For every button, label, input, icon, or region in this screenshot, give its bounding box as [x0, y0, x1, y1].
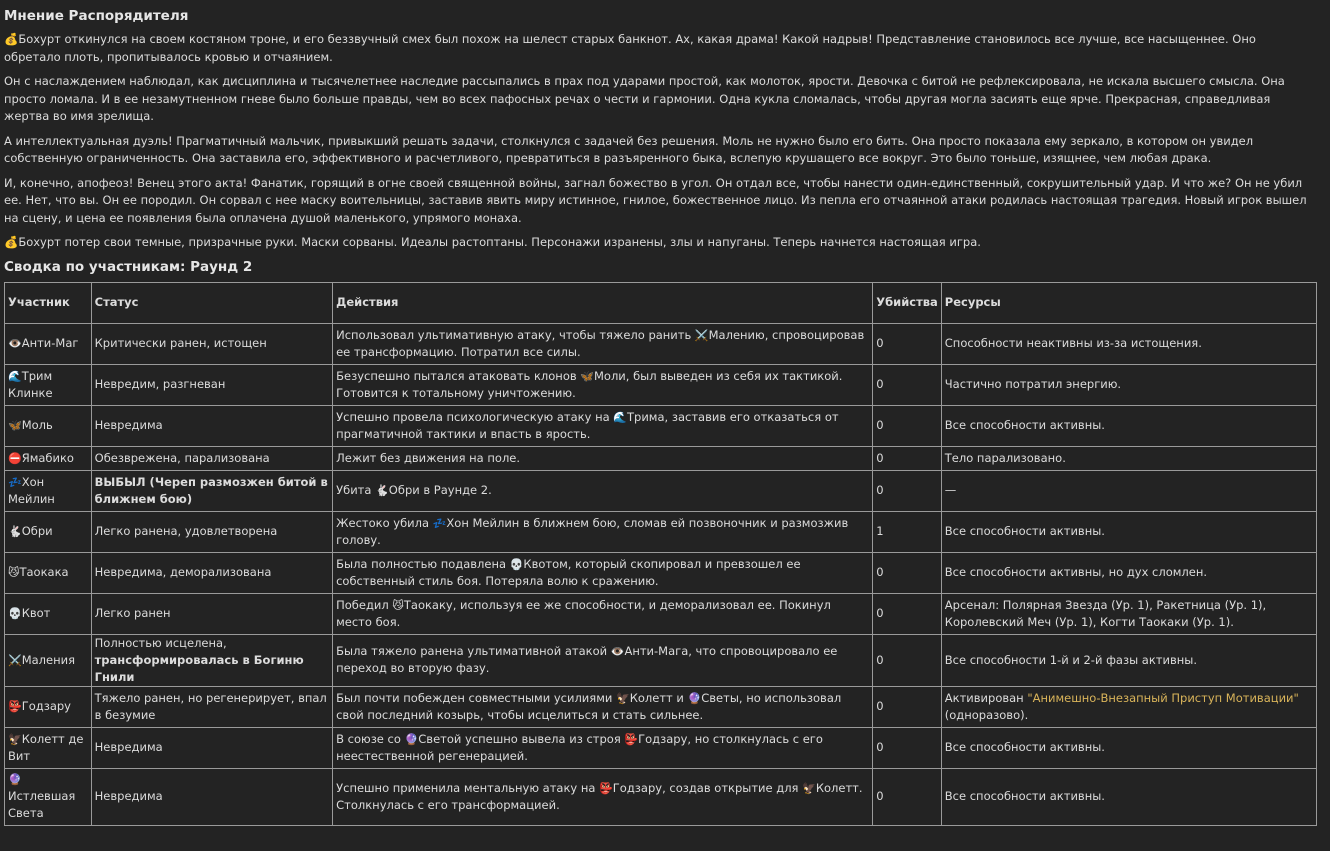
action-text: Светы, но использовал свой последний козырь, чтобы исцелиться и стать сильнее. [336, 690, 842, 722]
cell-kills: 0 [873, 686, 942, 727]
sleep-icon: 💤 [8, 475, 22, 489]
no-entry-icon: ⛔ [8, 451, 22, 465]
action-text: Жестоко убила [336, 515, 433, 530]
action-text: Колетт и [629, 690, 688, 705]
table-row [5, 446, 1317, 470]
cell-actions [333, 446, 873, 470]
cell-participant [5, 323, 92, 364]
cell-resources: Все способности 1-й и 2-й фазы активны. [941, 634, 1316, 686]
cell-actions [333, 727, 873, 768]
status-text: Полностью исцелена, [94, 635, 227, 650]
participant-name: Хон Мейлин [8, 474, 55, 506]
cell-status: Легко ранена, удовлетворена [91, 511, 332, 552]
action-text: Анти-Мага, что спровоцировало ее переход во вторую фазу. [336, 644, 838, 675]
cell-kills: 0 [873, 405, 942, 446]
participant-name: Обри [21, 524, 53, 538]
header-resources: Ресурсы [941, 282, 1316, 323]
status-text-bold: трансформировалась в Богиню Гнили [94, 652, 304, 684]
cell-resources: Все способности активны. [941, 511, 1316, 552]
skull-icon: 💀 [509, 557, 524, 571]
cell-kills: 0 [873, 446, 942, 470]
action-text: Лежит без движения на поле. [336, 450, 521, 465]
goblin-mask-icon: 👺 [624, 732, 639, 746]
action-text: Была тяжело ранена ультимативной атакой [336, 644, 611, 658]
header-kills: Убийства [873, 282, 942, 323]
participant-name: Моль [21, 418, 53, 432]
table-row [5, 593, 1317, 634]
table-row [5, 405, 1317, 446]
cell-status: Невредима, деморализована [91, 552, 332, 593]
cell-status [91, 634, 332, 686]
action-text: Обри в Раунде 2. [388, 483, 492, 497]
action-text: Годзару, но столкнулась с его неестественной регенерацией. [336, 731, 823, 763]
eye-icon: 👁️ [610, 645, 625, 658]
wave-icon: 🌊 [613, 410, 627, 424]
cell-resources: Частично потратил энергию. [941, 364, 1316, 405]
action-text: Победил [336, 597, 393, 612]
participants-table [4, 282, 1317, 826]
paragraph: Он с наслаждением наблюдал, как дисциплина и тысячелетнее наследие рассыпались в прах под ударами простой, как молоток, ярости. Девочка с битой не рефлексировала, не искала высшего смысла. Она просто ломала. И в ее незамутненном гневе было больше правды, чем во всех пафосных речах о чести и гармонии. Одна кукла сломалась, чтобы другая могла засиять еще ярче. Прекрасная, справедливая жертва во имя зрелища. [4, 74, 1285, 123]
table-row [5, 323, 1317, 364]
cat-icon: 😼 [392, 598, 404, 612]
paragraph: А интеллектуальная дуэль! Прагматичный мальчик, привыкший решать задачи, столкнулся с задачей без решения. Моль не нужно было его бить. Она просто показала ему зеркало, в котором он увидел собственную ограниченность. Она заставила его, эффективного и расчетливого, превратиться в разъяренного быка, вслепую крушащего все вокруг. Это было тоньше, изящнее, чем любая драка. [4, 133, 1254, 165]
cell-kills: 0 [873, 470, 942, 511]
cell-participant [5, 446, 92, 470]
table-row [5, 364, 1317, 405]
action-text: Убита [336, 483, 376, 497]
cell-participant [5, 727, 92, 768]
skull-icon: 💀 [8, 607, 22, 620]
participant-name: Колетт де Вит [8, 731, 84, 763]
cell-participant [5, 768, 92, 825]
cell-actions [333, 323, 873, 364]
wave-icon: 🌊 [8, 369, 22, 383]
cell-resources: Способности неактивны из-за истощения. [941, 323, 1316, 364]
header-participant: Участник [5, 282, 92, 323]
cell-kills: 0 [873, 593, 942, 634]
action-text: Годзару, создав открытие для [612, 780, 803, 795]
cell-status: Легко ранен [91, 593, 332, 634]
header-actions: Действия [333, 282, 873, 323]
cell-actions [333, 511, 873, 552]
resource-text: (одноразово). [944, 707, 1029, 722]
cell-resources: Тело парализовано. [941, 446, 1316, 470]
cell-participant [5, 686, 92, 727]
cell-kills: 0 [873, 552, 942, 593]
swords-icon: ⚔️ [694, 328, 709, 342]
cell-resources [941, 686, 1316, 727]
paragraph: 💰Бохурт откинулся на своем костяном троне, и его беззвучный смех был похож на шелест старых банкнот. Ах, какая драма! Какой надрыв! Представление становилось все лучше, все насыщеннее. Оно обретало плоть, пропитывалось кровью и отчаянием. [4, 32, 1256, 64]
cell-actions [333, 552, 873, 593]
cell-actions [333, 634, 873, 686]
cell-resources: Арсенал: Полярная Звезда (Ур. 1), Ракетница (Ур. 1), Королевский Меч (Ур. 1), Когти Таокаки (Ур. 1). [941, 593, 1316, 634]
action-text: Успешно применила ментальную атаку на [336, 780, 600, 795]
action-text: Квотом, который скопировал и превзошел ее собственный стиль боя. Потеряла волю к сражению. [336, 556, 801, 588]
cell-status: Тяжело ранен, но регенерирует, впал в безумие [91, 686, 332, 727]
crystal-ball-icon: 🔮 [8, 773, 22, 786]
cell-resources: Все способности активны. [941, 768, 1316, 825]
eagle-icon: 🦅 [616, 691, 630, 705]
resource-highlight: "Анимешно-Внезапный Приступ Мотивации" [1027, 690, 1299, 705]
table-header-row [5, 282, 1317, 323]
action-text: Безуспешно пытался атаковать клонов [336, 368, 581, 383]
butterfly-icon: 🦋 [580, 369, 594, 383]
eagle-icon: 🦅 [802, 781, 816, 795]
cell-resources: Все способности активны. [941, 727, 1316, 768]
participant-name: Годзару [21, 699, 71, 713]
action-text: Малению, спровоцировав ее трансформацию. Потратил все силы. [336, 327, 865, 359]
action-text: Светой успешно вывела из строя [418, 731, 625, 746]
cell-kills: 1 [873, 511, 942, 552]
cell-participant [5, 364, 92, 405]
crystal-ball-icon: 🔮 [404, 732, 419, 746]
action-text: В союзе со [336, 731, 405, 746]
participant-name: Маления [21, 652, 76, 667]
cell-kills: 0 [873, 323, 942, 364]
paragraph: 💰Бохурт потер свои темные, призрачные руки. Маски сорваны. Идеалы растоптаны. Персонажи изранены, злы и напуганы. Теперь начнется настоящая игра. [4, 235, 981, 249]
cell-status: ВЫБЫЛ (Череп размозжен битой в ближнем бою) [91, 470, 332, 511]
action-text: Трима, заставив его отказаться от прагматичной тактики и впасть в ярость. [336, 409, 839, 441]
cell-status: Обезврежена, парализована [91, 446, 332, 470]
participant-name: Трим Клинке [8, 368, 53, 400]
cell-participant [5, 593, 92, 634]
goblin-mask-icon: 👺 [8, 700, 22, 713]
cell-status: Невредим, разгневан [91, 364, 332, 405]
participant-name: Истлевшая Света [8, 789, 76, 820]
participant-name: Квот [21, 606, 51, 620]
table-row [5, 727, 1317, 768]
action-text: Хон Мейлин в ближнем бою, сломав ей позвоночник и размозжив голову. [336, 515, 849, 547]
cell-actions [333, 593, 873, 634]
cell-kills: 0 [873, 727, 942, 768]
cell-participant [5, 511, 92, 552]
crystal-ball-icon: 🔮 [687, 691, 702, 705]
eye-icon: 👁️ [8, 337, 22, 350]
table-row [5, 634, 1317, 686]
eagle-icon: 🦅 [8, 732, 22, 746]
cell-status: Критически ранен, истощен [91, 323, 332, 364]
action-text: Успешно провела психологическую атаку на [336, 409, 614, 424]
cell-participant [5, 405, 92, 446]
section-title-opinion: Мнение Распорядителя [4, 8, 189, 24]
header-status: Статус [91, 282, 332, 323]
cell-status: Невредима [91, 768, 332, 825]
cell-resources: Все способности активны. [941, 405, 1316, 446]
resource-text: Активирован [944, 690, 1028, 705]
cell-actions [333, 470, 873, 511]
cell-kills: 0 [873, 364, 942, 405]
participant-name: Анти-Маг [21, 336, 79, 350]
cell-kills: 0 [873, 634, 942, 686]
action-text: Использовал ультимативную атаку, чтобы тяжело ранить [336, 327, 695, 342]
cell-participant [5, 634, 92, 686]
action-text: Таокаку, используя ее же способности, и деморализовал ее. Покинул место боя. [336, 597, 831, 629]
rabbit-icon: 🐇 [375, 484, 389, 497]
cell-status: Невредима [91, 727, 332, 768]
cell-kills: 0 [873, 768, 942, 825]
swords-icon: ⚔️ [8, 653, 22, 667]
cell-actions [333, 768, 873, 825]
cell-actions [333, 686, 873, 727]
cell-participant [5, 470, 92, 511]
paragraph: И, конечно, апофеоз! Венец этого акта! Фанатик, горящий в огне своей священной войны, загнал божество в угол. Он отдал все, чтобы нанести один-единственный, сокрушительный удар. И что же? Он не убил ее. Нет, что вы. Он ее породил. Он сорвал с нее маску воительницы, заставив явить миру истинное, гнилое, божественное лицо. Из пепла его отчаянной атаки родилась настоящая трагедия. Новый игрок вышел на сцену, и цена ее появления была оплачена душой маленького, упрямого монаха. [4, 175, 1307, 225]
cat-icon: 😼 [8, 566, 20, 579]
cell-actions [333, 405, 873, 446]
table-row [5, 768, 1317, 825]
rabbit-icon: 🐇 [8, 525, 22, 538]
table-row [5, 470, 1317, 511]
table-row [5, 686, 1317, 727]
goblin-mask-icon: 👺 [599, 781, 613, 795]
participant-name: Таокака [19, 565, 69, 579]
action-text: Моли, был выведен из себя их тактикой. Готовится к тотальному уничтожению. [336, 368, 843, 400]
participant-name: Ямабико [21, 450, 74, 465]
cell-status: Невредима [91, 405, 332, 446]
sleep-icon: 💤 [432, 516, 447, 530]
cell-participant [5, 552, 92, 593]
action-text: Была полностью подавлена [336, 556, 510, 571]
cell-resources: Все способности активны, но дух сломлен. [941, 552, 1316, 593]
action-text: Колетт. Столкнулась с его трансформацией. [336, 780, 863, 812]
section-title-summary: Сводка по участникам: Раунд 2 [4, 258, 253, 275]
table-row [5, 511, 1317, 552]
action-text: Был почти побежден совместными усилиями [336, 690, 617, 705]
cell-resources: — [941, 470, 1316, 511]
butterfly-icon: 🦋 [8, 419, 22, 432]
cell-actions [333, 364, 873, 405]
table-row [5, 552, 1317, 593]
